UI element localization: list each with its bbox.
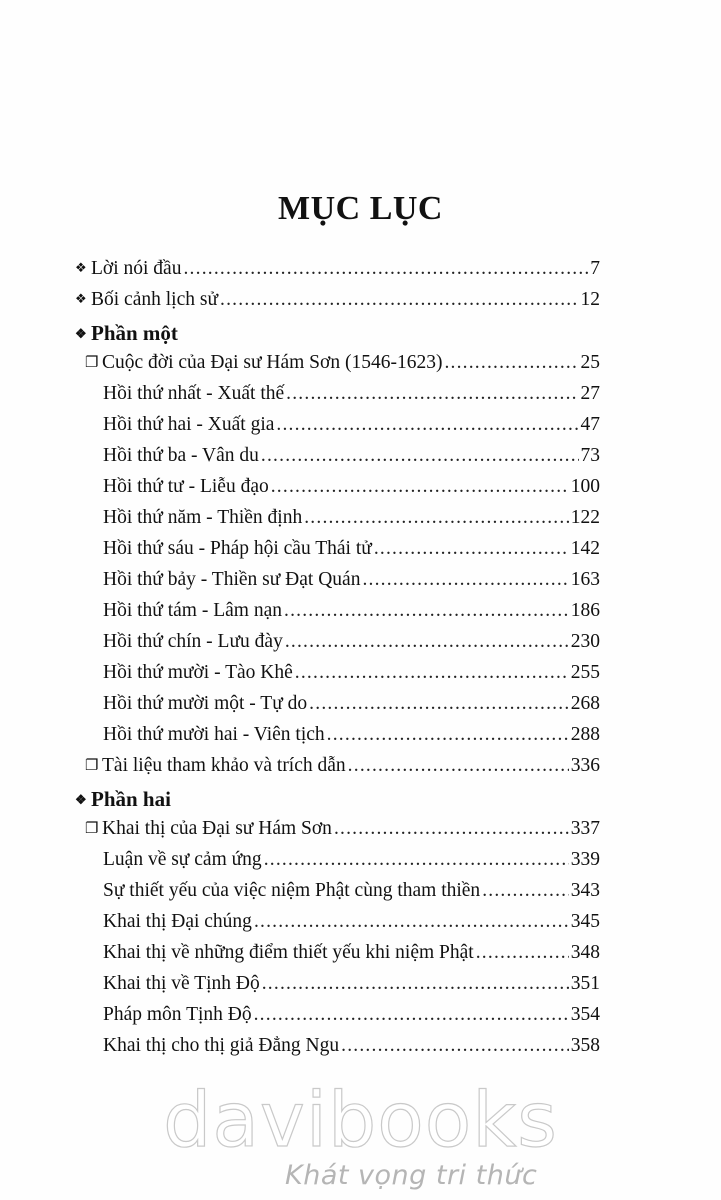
- checkbox-square-icon: ❐: [85, 821, 99, 837]
- diamond-bullet-icon: ❖: [75, 792, 87, 807]
- toc-entry-page: 268: [570, 693, 600, 714]
- toc-entry: [103, 662, 600, 692]
- toc-group-entry: [85, 755, 600, 785]
- section-heading-label: Phần hai: [91, 787, 171, 811]
- dot-leader: [276, 414, 578, 436]
- toc-entry: [103, 414, 600, 444]
- toc-entry-page: 12: [580, 289, 600, 310]
- toc-entry-page: 336: [570, 755, 600, 776]
- toc-entry-label: Khai thị Đại chúng: [103, 911, 252, 932]
- dot-leader: [286, 383, 578, 405]
- dot-leader: [482, 880, 569, 902]
- toc-entry: [103, 476, 600, 506]
- diamond-bullet-icon: ❖: [75, 326, 87, 341]
- toc-entry: [103, 383, 600, 413]
- dot-leader: [327, 724, 569, 746]
- toc-entry: [103, 724, 600, 754]
- toc-entry-page: 142: [570, 538, 600, 559]
- toc-entry-label: Bối cảnh lịch sử: [91, 289, 219, 310]
- dot-leader: [295, 662, 569, 684]
- toc-entry: [75, 289, 600, 319]
- dot-leader: [444, 352, 578, 374]
- toc-group-entry: [85, 818, 600, 848]
- toc-entry-page: 7: [590, 258, 600, 279]
- toc-entry-page: 351: [570, 973, 600, 994]
- toc-entry: [103, 538, 600, 568]
- toc-entry-label: Hồi thứ tám - Lâm nạn: [103, 600, 282, 621]
- toc-entry-page: 358: [570, 1035, 600, 1056]
- toc-entry-page: 354: [570, 1004, 600, 1025]
- toc-entry-page: 25: [580, 352, 600, 373]
- checkbox-square-icon: ❐: [85, 758, 99, 774]
- watermark-brand: davibooks: [163, 1075, 558, 1164]
- dot-leader: [285, 631, 569, 653]
- dot-leader: [183, 258, 588, 280]
- toc-entry-label: Hồi thứ nhất - Xuất thế: [103, 383, 285, 404]
- toc-entry-label: Hồi thứ chín - Lưu đày: [103, 631, 283, 652]
- toc-entry: [103, 973, 600, 1003]
- toc-entry-label: Lời nói đầu: [91, 258, 182, 279]
- toc-entry: [103, 445, 600, 475]
- toc-entry-page: 339: [570, 849, 600, 870]
- toc-entry-page: 345: [570, 911, 600, 932]
- toc-entry: [103, 849, 600, 879]
- toc-entry-page: 27: [580, 383, 600, 404]
- dot-leader: [220, 289, 578, 311]
- dot-leader: [254, 1004, 569, 1026]
- toc-entry-label: Hồi thứ mười - Tào Khê: [103, 662, 293, 683]
- toc-entry-page: 288: [570, 724, 600, 745]
- dot-leader: [348, 755, 569, 777]
- toc-entry-label: Tài liệu tham khảo và trích dẫn: [102, 755, 346, 776]
- dot-leader: [341, 1035, 569, 1057]
- toc-entry: [103, 911, 600, 941]
- toc-entry-label: Hồi thứ ba - Vân du: [103, 445, 259, 466]
- toc-entry-label: Hồi thứ sáu - Pháp hội cầu Thái tử: [103, 538, 372, 559]
- toc-entry-label: Hồi thứ mười một - Tự do: [103, 693, 308, 714]
- toc-entry-page: 343: [570, 880, 600, 901]
- toc-entry: [103, 507, 600, 537]
- dot-leader: [284, 600, 569, 622]
- section-heading: [75, 321, 178, 346]
- toc-entry-label: Khai thị về Tịnh Độ: [103, 973, 260, 994]
- toc-entry-label: Khai thị cho thị giả Đẳng Ngu: [103, 1035, 340, 1056]
- diamond-bullet-icon: ❖: [75, 260, 87, 275]
- toc-entry: [103, 631, 600, 661]
- toc-entry-page: 47: [580, 414, 600, 435]
- dot-leader: [334, 818, 569, 840]
- toc-entry: [103, 600, 600, 630]
- toc-entry-page: 337: [570, 818, 600, 839]
- toc-entry-label: Sự thiết yếu của việc niệm Phật cùng tham thiền: [103, 880, 481, 901]
- toc-entry: [103, 942, 600, 972]
- toc-entry-label: Hồi thứ bảy - Thiền sư Đạt Quán: [103, 569, 361, 590]
- toc-entry-label: Pháp môn Tịnh Độ: [103, 1004, 252, 1025]
- dot-leader: [254, 911, 569, 933]
- toc-entry-page: 348: [570, 942, 600, 963]
- toc-entry-page: 255: [570, 662, 600, 683]
- dot-leader: [309, 693, 569, 715]
- toc-entry-label: Hồi thứ năm - Thiền định: [103, 507, 303, 528]
- toc-entry: [103, 569, 600, 599]
- dot-leader: [271, 476, 569, 498]
- toc-entry-page: 163: [570, 569, 600, 590]
- toc-group-entry: [85, 352, 600, 382]
- toc-entry-label: Cuộc đời của Đại sư Hám Sơn (1546-1623): [102, 352, 443, 373]
- watermark-tagline: Khát vọng tri thức: [285, 1160, 538, 1191]
- toc-entry-page: 186: [570, 600, 600, 621]
- toc-entry: [103, 1004, 600, 1034]
- dot-leader: [264, 849, 569, 871]
- toc-entry-label: Luận về sự cảm ứng: [103, 849, 262, 870]
- dot-leader: [476, 942, 569, 964]
- dot-leader: [362, 569, 568, 591]
- dot-leader: [261, 445, 579, 467]
- toc-entry: [103, 880, 600, 910]
- toc-entry-page: 122: [570, 507, 600, 528]
- page-title: MỤC LỤC: [278, 190, 443, 227]
- toc-entry-label: Hồi thứ mười hai - Viên tịch: [103, 724, 325, 745]
- toc-entry-label: Hồi thứ hai - Xuất gia: [103, 414, 275, 435]
- toc-entry-label: Hồi thứ tư - Liễu đạo: [103, 476, 269, 497]
- diamond-bullet-icon: ❖: [75, 291, 87, 306]
- dot-leader: [262, 973, 569, 995]
- toc-entry-page: 100: [570, 476, 600, 497]
- dot-leader: [304, 507, 569, 529]
- toc-entry-label: Khai thị về những điểm thiết yếu khi niệm Phật: [103, 942, 474, 963]
- toc-entry: [103, 1035, 600, 1065]
- toc-entry-page: 73: [580, 445, 600, 466]
- dot-leader: [374, 538, 569, 560]
- toc-entry: [75, 258, 600, 288]
- toc-entry-page: 230: [570, 631, 600, 652]
- checkbox-square-icon: ❐: [85, 355, 99, 371]
- section-heading: [75, 787, 171, 812]
- toc-entry-label: Khai thị của Đại sư Hám Sơn: [102, 818, 332, 839]
- section-heading-label: Phần một: [91, 321, 178, 345]
- toc-entry: [103, 693, 600, 723]
